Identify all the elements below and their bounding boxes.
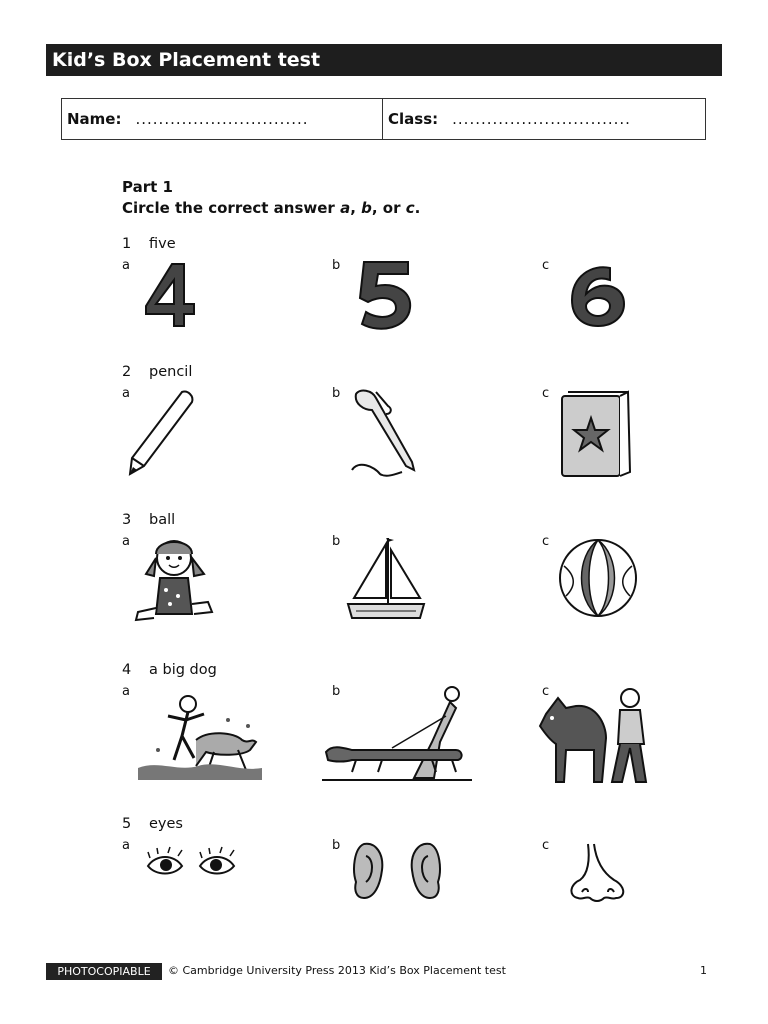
name-class-box [61, 98, 706, 140]
class-dots: ............................... [452, 110, 631, 128]
question-3 [122, 512, 682, 632]
option-c-label[interactable]: c [542, 534, 550, 549]
option-c-label[interactable]: c [542, 386, 550, 401]
option-a-label[interactable]: a [122, 838, 130, 853]
page-title: Kid’s Box Placement test [46, 44, 722, 76]
question-4 [122, 662, 682, 786]
class-field[interactable] [383, 99, 631, 139]
eyes-picture[interactable] [144, 846, 240, 882]
option-b-label[interactable]: b [332, 838, 341, 853]
question-number: 3 [122, 512, 132, 528]
option-a-label[interactable]: a [122, 386, 130, 401]
number-4-picture[interactable] [142, 260, 204, 330]
option-b-label[interactable]: b [332, 258, 341, 273]
question-word: a big dog [149, 662, 217, 678]
question-word: ball [149, 512, 176, 528]
question-word: pencil [149, 364, 193, 380]
option-b-label[interactable]: b [332, 534, 341, 549]
part-instruction: Circle the correct answer a, b, or c. [122, 199, 421, 217]
sailboat-picture[interactable] [344, 534, 428, 628]
beach-ball-picture[interactable] [556, 536, 640, 620]
name-label: Name: [67, 110, 122, 128]
question-word: five [149, 236, 176, 252]
question-word: eyes [149, 816, 183, 832]
man-with-long-dog-picture[interactable] [322, 682, 472, 788]
pen-picture[interactable] [346, 386, 422, 480]
question-number: 2 [122, 364, 132, 380]
book-picture[interactable] [556, 388, 634, 480]
option-a-label[interactable]: a [122, 534, 130, 549]
pencil-picture[interactable] [122, 388, 202, 480]
number-6-picture[interactable] [566, 260, 628, 330]
question-5 [122, 816, 682, 916]
question-number: 4 [122, 662, 132, 678]
option-b-label[interactable]: b [332, 386, 341, 401]
boy-with-dog-picture[interactable] [138, 690, 262, 782]
option-b-label[interactable]: b [332, 684, 341, 699]
name-field[interactable] [62, 99, 383, 139]
question-1 [122, 236, 682, 336]
option-c-label[interactable]: c [542, 258, 550, 273]
ears-picture[interactable] [350, 840, 446, 902]
photocopiable-badge: PHOTOCOPIABLE [46, 963, 162, 980]
class-label: Class: [388, 110, 439, 128]
option-c-label[interactable]: c [542, 838, 550, 853]
option-c-label[interactable]: c [542, 684, 550, 699]
option-a-label[interactable]: a [122, 684, 130, 699]
number-5-picture[interactable] [354, 258, 416, 334]
name-dots: .............................. [135, 110, 309, 128]
question-2 [122, 364, 682, 484]
nose-picture[interactable] [566, 840, 630, 904]
doll-picture[interactable] [132, 534, 216, 624]
question-number: 5 [122, 816, 132, 832]
copyright-text: © Cambridge University Press 2013 Kid’s Box Placement test [168, 964, 506, 977]
option-a-label[interactable]: a [122, 258, 130, 273]
page-number: 1 [700, 964, 707, 977]
man-with-big-dog-picture[interactable] [536, 684, 656, 790]
part-title: Part 1 [122, 178, 173, 196]
question-number: 1 [122, 236, 132, 252]
